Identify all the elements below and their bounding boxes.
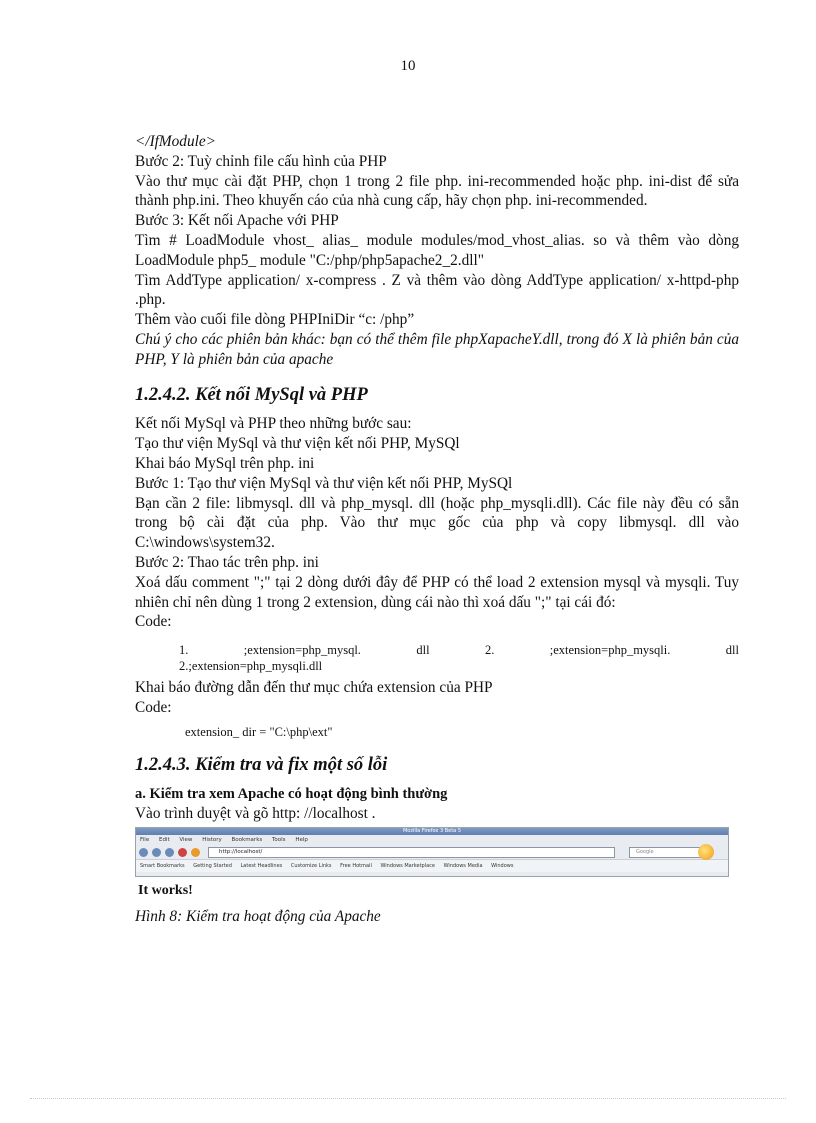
note-other-versions: Chú ý cho các phiên bản khác: bạn có thể thêm file phpXapacheY.dll, trong đó X là phiên bản của PHP, Y là phiên bản của apache	[135, 330, 739, 368]
paragraph-extension-dir: Khai báo đường dẫn đến thư mục chứa extension của PHP	[135, 679, 493, 697]
subheading-check-apache: a. Kiểm tra xem Apache có hoạt động bình thường	[135, 785, 448, 802]
code-line-ifmodule: </IfModule>	[135, 133, 216, 150]
section-heading-check-fix: 1.2.4.3. Kiểm tra và fix một số lỗi	[135, 754, 388, 775]
code-block-extensions	[179, 642, 739, 674]
paragraph-remove-comment: Xoá dấu comment ";" tại 2 dòng dưới đây để PHP có thể load 2 extension mysql và mysqli. Tuy nhiên chỉ nên dùng 1 trong 2 extension, dùng cái nào thì xoá dấu ";" tại cái đó:	[135, 573, 739, 611]
menu-tools: Tools	[272, 837, 286, 844]
browser-logo-icon	[698, 844, 714, 860]
bookmark-item: Latest Headlines	[240, 863, 283, 870]
bookmark-item: Windows Marketplace	[380, 863, 435, 870]
menu-view: View	[179, 837, 193, 844]
browser-navbar	[136, 845, 728, 859]
page-number: 10	[400, 58, 416, 74]
browser-menubar	[136, 835, 728, 845]
code-token: 2.	[484, 643, 495, 658]
forward-icon	[152, 848, 161, 857]
paragraph-declare-mysql: Khai báo MySql trên php. ini	[135, 454, 315, 472]
code-row	[179, 642, 739, 658]
paragraph-create-library: Tạo thư viện MySql và thư viện kết nối PHP, MySQl	[135, 435, 460, 453]
footer-divider	[30, 1098, 786, 1099]
menu-edit: Edit	[158, 837, 170, 844]
menu-bookmarks: Bookmarks	[231, 837, 263, 844]
bookmarks-bar	[136, 859, 728, 872]
menu-file: File	[140, 837, 150, 844]
step-2-title: Bước 2: Tuỳ chỉnh file cấu hình của PHP	[135, 152, 387, 170]
document-body	[135, 132, 739, 927]
paragraph-php-ini: Vào thư mục cài đặt PHP, chọn 1 trong 2 file php. ini-recommended hoặc php. ini-dist để sửa thành php.ini. Theo khuyến cáo của nhà cung cấp, hãy chọn php. ini-recommended.	[135, 172, 739, 210]
paragraph-loadmodule: Tìm # LoadModule vhost_ alias_ module modules/mod_vhost_alias. so và thêm vào dòng LoadModule php5_ module "C:/php/php5apache2_2.dll"	[135, 231, 739, 269]
code-token: dll	[725, 643, 739, 658]
address-bar: http://localhost/	[208, 847, 615, 858]
reload-icon	[165, 848, 174, 857]
paragraph-mysql-intro: Kết nối MySql và PHP theo những bước sau:	[135, 415, 412, 433]
bookmark-item: Free Hotmail	[340, 863, 372, 870]
step-2-phpini-title: Bước 2: Thao tác trên php. ini	[135, 553, 319, 571]
section-heading-mysql-php: 1.2.4.2. Kết nối MySql và PHP	[135, 384, 368, 405]
code-row: 2.;extension=php_mysqli.dll	[179, 659, 323, 674]
bookmark-item: Smart Bookmarks	[140, 863, 185, 870]
bookmark-item: Windows	[491, 863, 514, 870]
paragraph-addtype: Tìm AddType application/ x-compress . Z và thêm vào dòng AddType application/ x-httpd-php .php.	[135, 271, 739, 309]
home-icon	[191, 848, 200, 857]
step-3-title: Bước 3: Kết nối Apache với PHP	[135, 212, 339, 230]
bookmark-item: Customize Links	[290, 863, 332, 870]
back-icon	[139, 848, 148, 857]
search-box: Google	[629, 847, 707, 858]
browser-screenshot	[135, 827, 729, 877]
browser-titlebar: Mozilla Firefox 3 Beta 5	[136, 828, 728, 835]
menu-help: Help	[295, 837, 308, 844]
code-label: Code:	[135, 613, 172, 631]
it-works-text: It works!	[138, 883, 193, 899]
code-token: 1.	[179, 643, 189, 658]
stop-icon	[178, 848, 187, 857]
code-token: ;extension=php_mysql.	[243, 643, 361, 658]
paragraph-phpinidir: Thêm vào cuối file dòng PHPIniDir “c: /php”	[135, 311, 415, 329]
step-1-title: Bước 1: Tạo thư viện MySql và thư viện kết nối PHP, MySQl	[135, 474, 513, 492]
code-label: Code:	[135, 698, 172, 716]
menu-history: History	[202, 837, 222, 844]
paragraph-open-browser: Vào trình duyệt và gõ http: //localhost .	[135, 805, 376, 823]
bookmark-item: Getting Started	[193, 863, 232, 870]
code-token: ;extension=php_mysqli.	[549, 643, 671, 658]
figure-caption: Hình 8: Kiểm tra hoạt động của Apache	[135, 907, 381, 925]
code-token: dll	[416, 643, 430, 658]
code-block-extension-dir: extension_ dir = "C:\php\ext"	[185, 724, 333, 739]
paragraph-dll-files: Bạn cần 2 file: libmysql. dll và php_mysql. dll (hoặc php_mysqli.dll). Các file này đều có sẵn trong bộ cài đặt của php. Vào thư mục gốc của php và copy libmysql. dll vào C:\windows\system32.	[135, 494, 739, 552]
bookmark-item: Windows Media	[443, 863, 483, 870]
